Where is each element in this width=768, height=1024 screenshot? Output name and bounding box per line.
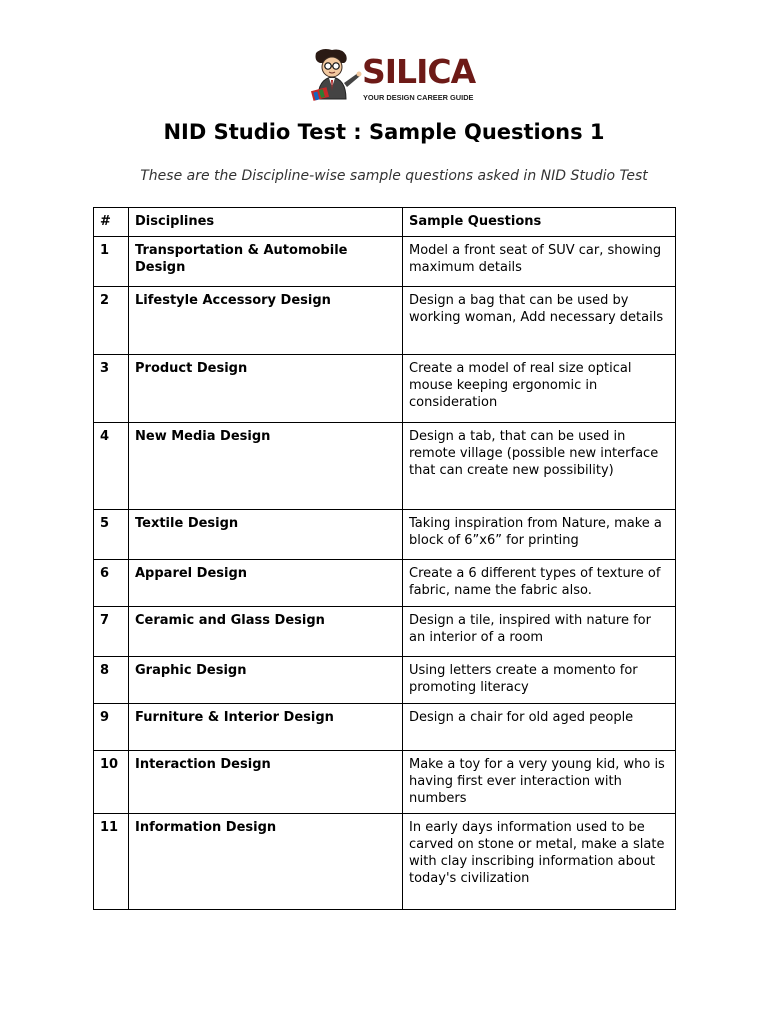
brand-name: SILICA [362,52,476,91]
row-number: 11 [94,814,129,910]
row-number: 1 [94,237,129,287]
row-discipline: Furniture & Interior Design [129,704,403,751]
row-question: Create a 6 different types of texture of fabric, name the fabric also. [403,560,676,607]
table-row [94,704,676,751]
row-discipline: Information Design [129,814,403,910]
table-row [94,510,676,560]
table-header-row [94,208,676,237]
table-row [94,355,676,423]
header-disciplines: Disciplines [129,208,403,237]
header-number: # [94,208,129,237]
row-discipline: Ceramic and Glass Design [129,607,403,657]
row-discipline: Textile Design [129,510,403,560]
row-number: 6 [94,560,129,607]
row-number: 8 [94,657,129,704]
row-discipline: Graphic Design [129,657,403,704]
row-question: Create a model of real size optical mouse keeping ergonomic in consideration [403,355,676,423]
row-question: Design a chair for old aged people [403,704,676,751]
row-discipline: Apparel Design [129,560,403,607]
row-number: 5 [94,510,129,560]
mascot-icon [302,47,362,107]
row-number: 9 [94,704,129,751]
row-discipline: New Media Design [129,423,403,510]
row-question: Design a tile, inspired with nature for an interior of a room [403,607,676,657]
row-discipline: Lifestyle Accessory Design [129,287,403,355]
row-discipline: Transportation & Automobile Design [129,237,403,287]
silica-logo [302,47,478,107]
row-question: Taking inspiration from Nature, make a block of 6”x6” for printing [403,510,676,560]
table-row [94,423,676,510]
row-number: 3 [94,355,129,423]
table-row [94,560,676,607]
table-row [94,814,676,910]
row-discipline: Product Design [129,355,403,423]
page-title: NID Studio Test : Sample Questions 1 [163,120,605,144]
table-row [94,237,676,287]
row-number: 2 [94,287,129,355]
row-number: 4 [94,423,129,510]
row-question: Make a toy for a very young kid, who is having first ever interaction with numbers [403,751,676,814]
row-question: Model a front seat of SUV car, showing maximum details [403,237,676,287]
row-number: 7 [94,607,129,657]
table-row [94,607,676,657]
row-question: In early days information used to be carved on stone or metal, make a slate with clay inscribing information about today's civilization [403,814,676,910]
header-sample-questions: Sample Questions [403,208,676,237]
row-question: Design a bag that can be used by working woman, Add necessary details [403,287,676,355]
table-row [94,751,676,814]
page-subtitle: These are the Discipline-wise sample questions asked in NID Studio Test [140,168,648,184]
row-question: Using letters create a momento for promoting literacy [403,657,676,704]
brand-tagline: YOUR DESIGN CAREER GUIDE [363,93,474,102]
row-discipline: Interaction Design [129,751,403,814]
table-row [94,657,676,704]
row-question: Design a tab, that can be used in remote village (possible new interface that can create new possibility) [403,423,676,510]
table-row [94,287,676,355]
row-number: 10 [94,751,129,814]
questions-table [93,207,676,910]
